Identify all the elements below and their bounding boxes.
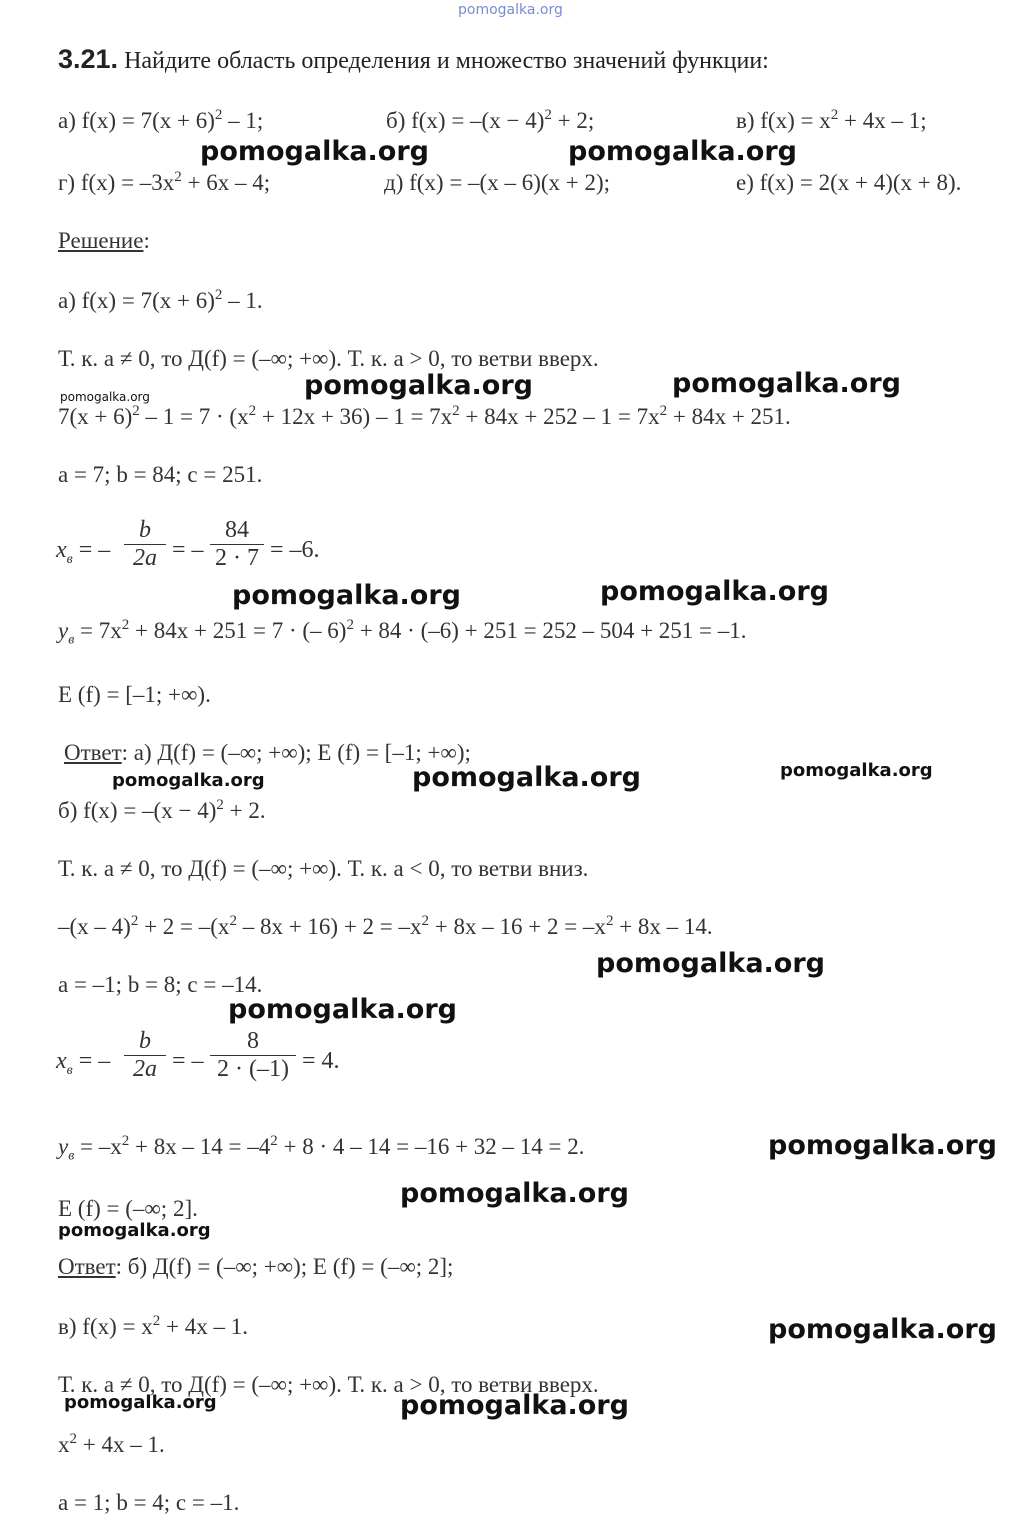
part-c-domain: Т. к. a ≠ 0, то Д(f) = (–∞; +∞). Т. к. a > 0, то ветви вверх. <box>58 1372 599 1397</box>
watermark: pomogalka.org <box>112 770 265 791</box>
part-b-fraction-numeric: 8 2 · (–1) <box>210 1028 296 1083</box>
part-c-expansion: $x^2 + 4x - 1$. <box>58 1431 165 1457</box>
part-a-vertex-y: $y_в = 7x^2 + 84x + 251 = 7$ · (– 6)$^2$ + 84 · (–6) + 251 = 252 – 504 + 251 = –1. <box>58 617 747 648</box>
part-b-answer: Ответ: б) Д(f) = (–∞; +∞); E (f) = (–∞; 2]; <box>58 1254 454 1279</box>
part-a-function: а) $f(x) = 7(x + 6)^2 - 1$. <box>58 287 263 313</box>
part-b-fraction-symbolic: b 2a <box>124 1028 166 1083</box>
part-b-coefficients: a = –1; b = 8; c = –14. <box>58 972 263 997</box>
watermark: pomogalka.org <box>768 1314 997 1345</box>
watermark: pomogalka.org <box>568 136 797 167</box>
part-a-domain: Т. к. a ≠ 0, то Д(f) = (–∞; +∞). Т. к. a > 0, то ветви вверх. <box>58 346 599 371</box>
part-b-vertex-y: $y_в = -x^2 + 8x - 14 = -4^2 + 8 \cdot 4 - 14 = -16 + 32 - 14 = 2$. <box>58 1133 585 1164</box>
part-a-xv-result: = –6. <box>270 537 320 563</box>
part-b-vertex-x: $x_в$ = – <box>56 1048 111 1078</box>
part-a-range: E (f) = [–1; +∞). <box>58 682 211 707</box>
part-a-coefficients: a = 7; b = 84; c = 251. <box>58 462 263 487</box>
watermark: pomogalka.org <box>600 576 829 607</box>
watermark: pomogalka.org <box>304 370 533 401</box>
task-e: е) f(x) = 2(x + 4)(x + 8). <box>736 170 962 195</box>
problem-number: 3.21. <box>58 44 119 74</box>
task-b: б) $f(x) = -(x - 4)^2 + 2$; <box>386 107 595 133</box>
watermark: pomogalka.org <box>780 760 933 781</box>
problem-title <box>58 44 769 75</box>
watermark: pomogalka.org <box>400 1178 629 1209</box>
site-header-link[interactable]: pomogalka.org <box>458 2 563 18</box>
part-b-range: E (f) = (–∞; 2]. <box>58 1196 198 1221</box>
part-a-fraction-numeric: 84 2 · 7 <box>210 517 264 572</box>
watermark: pomogalka.org <box>596 948 825 979</box>
task-g: г) $f(x) = -3x^2 + 6x - 4$; <box>58 169 271 195</box>
part-a-expansion: $7(x + 6)^2 - 1 = 7 \cdot (x^2 + 12x + 36) - 1 = 7x^2 + 84x + 252 - 1 = 7x^2 + 84x + 251$. <box>58 403 791 429</box>
task-v: в) $f(x) = x^2 + 4x - 1$; <box>736 107 927 133</box>
watermark: pomogalka.org <box>58 1220 211 1241</box>
part-a-eq2: = – <box>172 537 204 563</box>
part-a-vertex-x: $x_в$ = – <box>56 537 111 567</box>
problem-statement: Найдите область определения и множество значений функции: <box>124 48 769 74</box>
part-b-expansion: $-(x - 4)^2 + 2 = -(x^2 - 8x + 16) + 2 = -x^2 + 8x - 16 + 2 = -x^2 + 8x - 14$. <box>58 913 713 939</box>
watermark: pomogalka.org <box>232 580 461 611</box>
watermark: pomogalka.org <box>228 994 457 1025</box>
part-b-domain: Т. к. a ≠ 0, то Д(f) = (–∞; +∞). Т. к. a < 0, то ветви вниз. <box>58 856 589 881</box>
solution-heading: Решение: <box>58 228 150 253</box>
watermark: pomogalka.org <box>412 762 641 793</box>
part-c-coefficients: a = 1; b = 4; c = –1. <box>58 1490 240 1515</box>
part-a-answer: Ответ: а) Д(f) = (–∞; +∞); E (f) = [–1; +∞); <box>64 740 471 765</box>
watermark: pomogalka.org <box>672 368 901 399</box>
task-a: а) $f(x) = 7(x + 6)^2 - 1$; <box>58 107 264 133</box>
watermark: pomogalka.org <box>200 136 429 167</box>
part-b-xv-result: = 4. <box>302 1048 340 1074</box>
task-d: д) f(x) = –(x – 6)(x + 2); <box>384 170 611 195</box>
watermark: pomogalka.org <box>64 1392 217 1413</box>
watermark: pomogalka.org <box>768 1130 997 1161</box>
part-b-eq2: = – <box>172 1048 204 1074</box>
watermark: pomogalka.org <box>60 390 150 404</box>
part-c-function: в) $f(x) = x^2 + 4x - 1$. <box>58 1313 248 1339</box>
watermark: pomogalka.org <box>400 1390 629 1421</box>
part-b-function: б) $f(x) = -(x - 4)^2 + 2$. <box>58 797 266 823</box>
part-a-fraction-symbolic: b 2a <box>124 517 166 572</box>
